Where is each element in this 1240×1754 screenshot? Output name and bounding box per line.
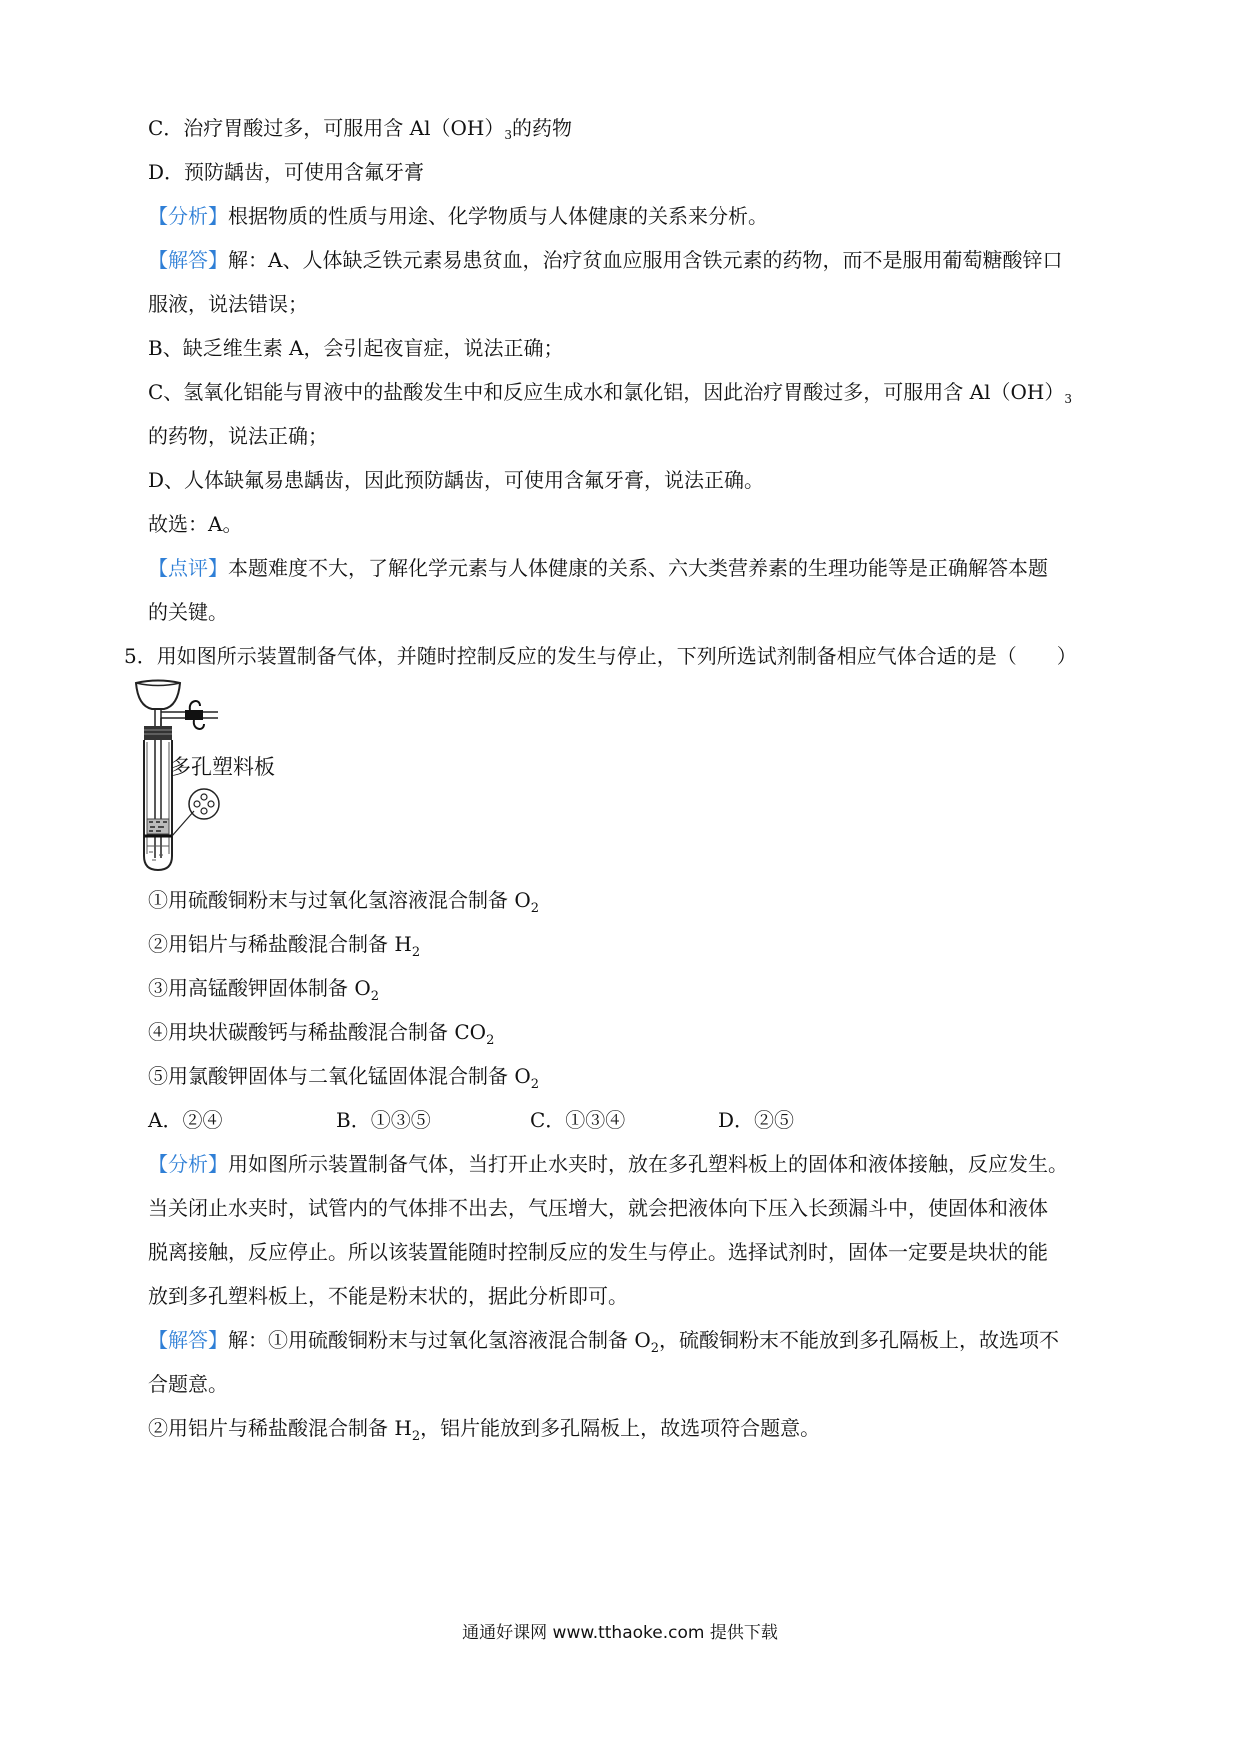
choice-b: B．①③⑤ <box>336 1108 431 1132</box>
option-d: D．预防龋齿，可使用含氟牙膏 <box>148 160 425 184</box>
analysis-tag: 【分析】 <box>148 204 228 228</box>
solution-line-c2: 的药物，说法正确； <box>148 424 328 448</box>
test-tube <box>144 740 172 870</box>
apparatus-figure <box>128 676 288 876</box>
choices-row <box>148 1106 1138 1134</box>
option-c: C．治疗胃酸过多，可服用含 $Al(OH)_3$的药物 <box>148 116 572 142</box>
analysis-tag: 【分析】 <box>148 1152 228 1176</box>
choice-a: A．②④ <box>148 1108 223 1132</box>
solution-line-1: 【解答】解：A、人体缺乏铁元素易患贫血，治疗贫血应服用含铁元素的药物，而不是服用葡萄糖酸锌口 <box>148 248 1063 272</box>
solution-line-3: ②用铝片与稀盐酸混合制备 $H_2$，铝片能放到多孔隔板上，故选项符合题意。 <box>148 1416 821 1444</box>
solution-line-b: B、缺乏维生素 A，会引起夜盲症，说法正确； <box>148 336 564 360</box>
analysis-line-1: 【分析】用如图所示装置制备气体，当打开止水夹时，放在多孔塑料板上的固体和液体接触，反应发生。 <box>148 1152 1068 1176</box>
list-item: ④用块状碳酸钙与稀盐酸混合制备 $CO_2$ <box>148 1020 495 1048</box>
choice-d: D．②⑤ <box>718 1108 795 1132</box>
question-5-stem: 5．用如图所示装置制备气体，并随时控制反应的发生与停止，下列所选试剂制备相应气体合适的是（ ） <box>124 644 1077 668</box>
choice-c: C．①③④ <box>530 1108 626 1132</box>
solution-tag: 【解答】 <box>148 1328 228 1352</box>
solution-line-2: 合题意。 <box>148 1372 228 1396</box>
solution-line-2: 服液，说法错误； <box>148 292 308 316</box>
comment-line-1: 【点评】本题难度不大，了解化学元素与人体健康的关系、六大类营养素的生理功能等是正确解答本题 <box>148 556 1048 580</box>
list-item: ①用硫酸铜粉末与过氧化氢溶液混合制备 $O_2$ <box>148 888 540 916</box>
answer-line: 故选：A。 <box>148 512 243 536</box>
stopper <box>144 726 172 740</box>
page-footer: 通通好课网 www.tthaoke.com 提供下载 <box>462 1623 778 1643</box>
list-item: ②用铝片与稀盐酸混合制备 $H_2$ <box>148 932 421 960</box>
analysis-line-3: 脱离接触，反应停止。所以该装置能随时控制反应的发生与停止。选择试剂时，固体一定要是块状的能 <box>148 1240 1048 1264</box>
figure-label: 多孔塑料板 <box>170 755 275 779</box>
comment-line-2: 的关键。 <box>148 600 228 624</box>
analysis-line-4: 放到多孔塑料板上，不能是粉末状的，据此分析即可。 <box>148 1284 628 1308</box>
comment-tag: 【点评】 <box>148 556 228 580</box>
solution-line-c1: C、氢氧化铝能与胃液中的盐酸发生中和反应生成水和氯化铝，因此治疗胃酸过多，可服用含 $Al(OH)_3$ <box>148 380 1072 406</box>
list-item: ③用高锰酸钾固体制备 $O_2$ <box>148 976 380 1004</box>
analysis-line: 【分析】根据物质的性质与用途、化学物质与人体健康的关系来分析。 <box>148 204 768 228</box>
list-item: ⑤用氯酸钾固体与二氧化锰固体混合制备 $O_2$ <box>148 1064 540 1092</box>
analysis-line-2: 当关闭止水夹时，试管内的气体排不出去，气压增大，就会把液体向下压入长颈漏斗中，使固体和液体 <box>148 1196 1048 1220</box>
solution-line-1: 【解答】解：①用硫酸铜粉末与过氧化氢溶液混合制备 $O_2$，硫酸铜粉末不能放到多孔隔板上，故选项不 <box>148 1328 1060 1356</box>
rubber-tube <box>185 710 203 720</box>
solution-line-d: D、人体缺氟易患龋齿，因此预防龋齿，可使用含氟牙膏，说法正确。 <box>148 468 765 492</box>
solution-tag: 【解答】 <box>148 248 228 272</box>
